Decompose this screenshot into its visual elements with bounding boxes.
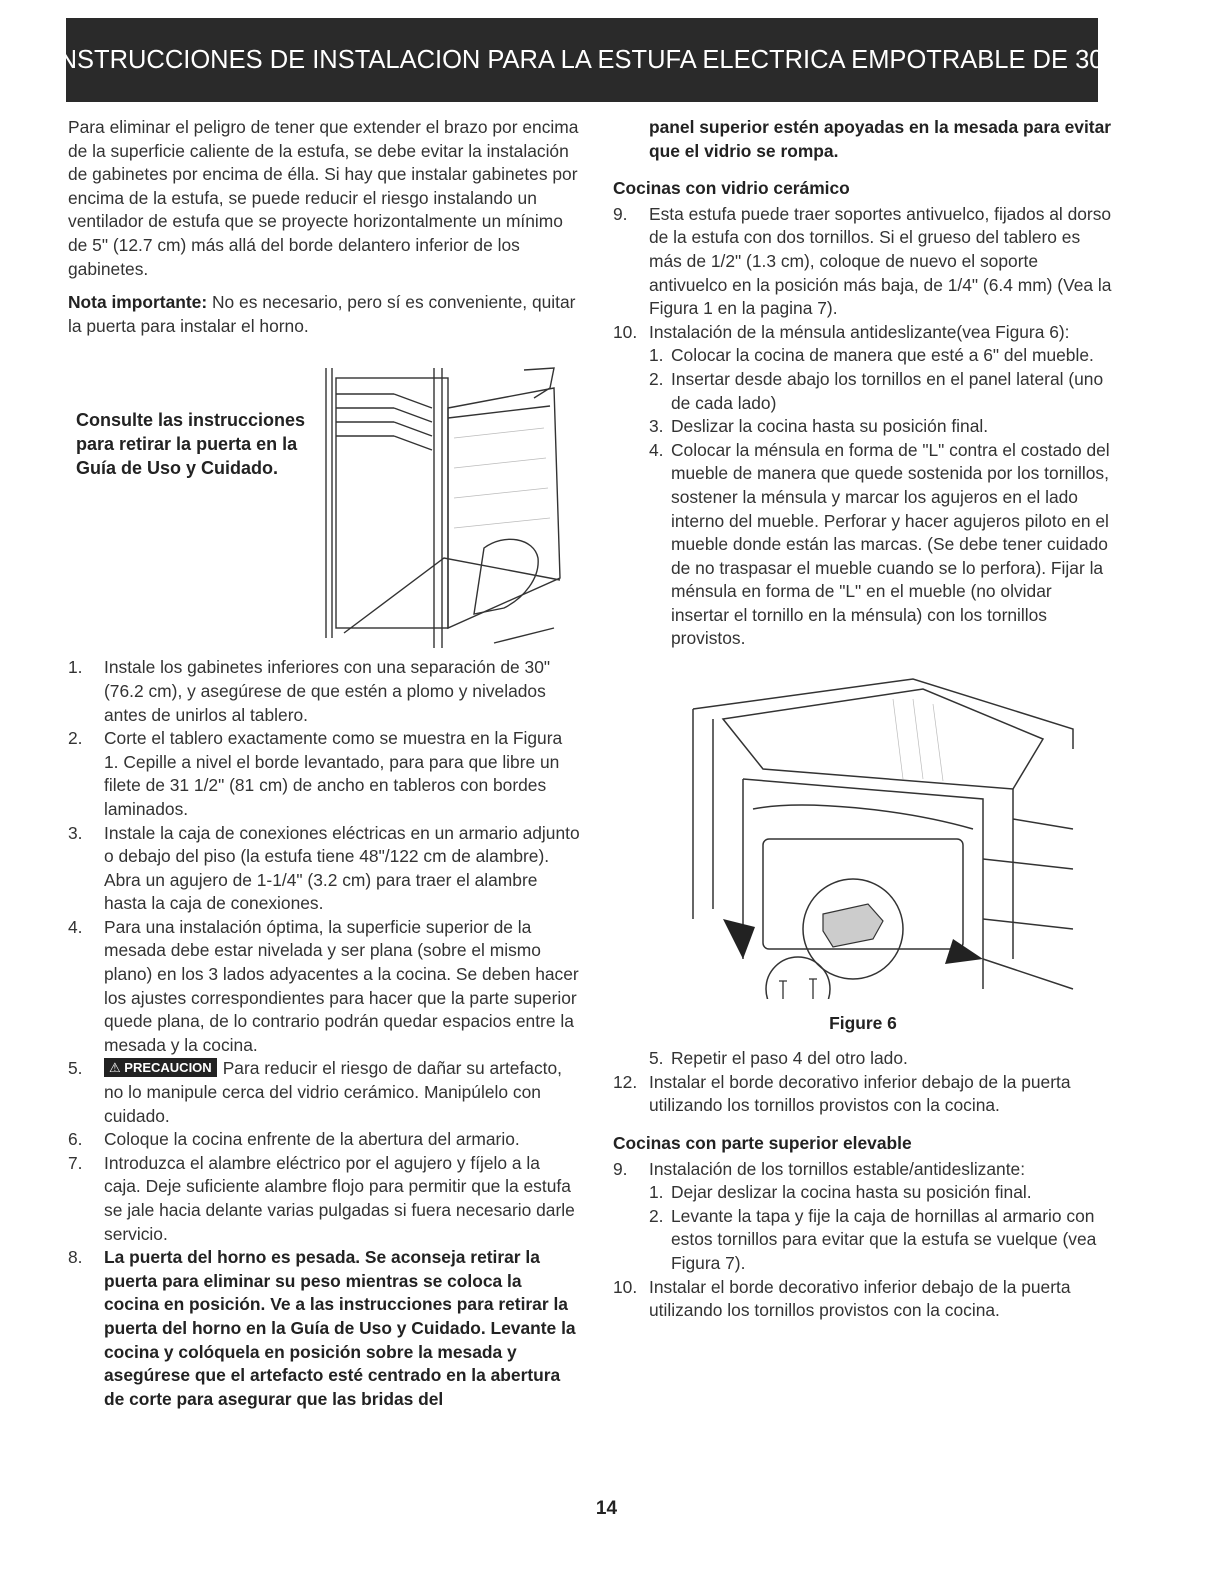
figure-6-caption: Figure 6 <box>829 1012 897 1033</box>
oven-door-illustration <box>324 358 564 654</box>
step-item: 9. Esta estufa puede traer soportes antivuelco, fijados al dorso de la estufa con dos tornillos. Si el grueso del tablero es más de 1/2" (1.3 cm), coloque de nuevo el soporte antivuelco en la posición más baja, de 1/4" (6.4 mm) (Vea la Figura 1 en la pagina 7). <box>613 203 1112 319</box>
step-item: 7. Introduzca el alambre eléctrico por el agujero y fíjelo a la caja. Deje suficiente alambre flojo para permitir que la estufa se jale hacia delante varias pulgadas si fuera necesario darle servicio. <box>68 1152 575 1244</box>
continued-steps-list <box>613 1047 1113 1118</box>
step-item: 10. Instalación de la ménsula antideslizante(vea Figura 6): 1. Colocar la cocina de manera que esté a 6" del mueble. 2. Insertar desde abajo los tornillos en el panel lateral (uno de cada lado) 3. Deslizar la cocina hasta su posición final. 4. Colocar la ménsula en forma de "L" contra el costado del mueble de manera que quede sostenida por los tornillos, sostener la ménsula y marcar los agujeros en el lado interno del mueble. Perforar y hacer agujeros piloto en el mueble donde están las marcas. (Se debe tener cuidado de no traspasar el mueble cuando se lo perfora). Fijar la ménsula en forma de "L" en el mueble (no olvidar insertar el tornillo en la ménsula) con los tornillos provistos. <box>613 321 1113 651</box>
step-item-caution: 5. ⚠ PRECAUCION Para reducir el riesgo de dañar su artefacto, no lo manipule cerca del vidrio cerámico. Manipúlelo con cuidado. <box>68 1058 562 1126</box>
door-figure-caption: Consulte las instrucciones para retirar la puerta en la Guía de Uso y Cuidado. <box>76 410 306 479</box>
right-column <box>613 116 1113 1323</box>
caution-badge: ⚠ PRECAUCION <box>104 1058 217 1077</box>
note-label: Nota importante: <box>68 292 208 313</box>
substep-item: 1. Colocar la cocina de manera que esté a 6" del mueble. <box>649 345 1094 366</box>
raised-substeps-list <box>649 1181 1113 1275</box>
step-item: 4. Para una instalación óptima, la superficie superior de la mesada debe estar nivelada y ser plana (sobre el mismo plano) en los 3 lados adyacentes a la cocina. Se deben hacer los ajustes correspondientes para hacer que la parte superior quede plana, de lo contrario podrán quedar espacios entre la mesada y la cocina. <box>68 916 579 1055</box>
substep-item: 4. Colocar la ménsula en forma de "L" contra el costado del mueble de manera que quede sostenida por los tornillos, sostener la ménsula y marcar los agujeros en el lado interno del mueble. Perforar y hacer agujeros piloto en el mueble donde están las marcas. (Se debe tener cuidado de no traspasar el mueble cuando se lo perfora). Fijar la ménsula en forma de "L" en el mueble (no olvidar insertar el tornillo en la ménsula) con los tornillos provistos. <box>649 439 1110 649</box>
substep-item: 1. Dejar deslizar la cocina hasta su posición final. <box>649 1182 1032 1203</box>
page-title: INSTRUCCIONES DE INSTALACION PARA LA ESTUFA ELECTRICA EMPOTRABLE DE 30" <box>51 45 1113 74</box>
raised-steps-list <box>613 1158 1113 1323</box>
note-text: No es necesario, pero sí es conveniente, quitar la puerta para instalar el horno. <box>68 292 576 336</box>
ceramic-steps-list <box>613 203 1113 651</box>
substep-item: 2. Levante la tapa y fije la caja de hornillas al armario con estos tornillos para evitar que la estufa se vuelque (vea Figura 7). <box>649 1205 1097 1273</box>
step-item: 2. Corte el tablero exactamente como se muestra en la Figura 1. Cepille a nivel el borde levantado, para para que libre un filete de 31 1/2" (81 cm) de ancho en tableros con bordes laminados. <box>68 728 563 819</box>
step-item: 3. Instale la caja de conexiones eléctricas en un armario adjunto o debajo del piso (la estufa tiene 48"/122 cm de alambre). Abra un agujero de 1-1/4" (3.2 cm) para traer el alambre hasta la caja de conexiones. <box>68 822 580 914</box>
step-item: 9. Instalación de los tornillos estable/antideslizante: 1. Dejar deslizar la cocina hasta su posición final. 2. Levante la tapa y fije la caja de hornillas al armario con estos tornillos para evitar que la estufa se vuelque (vea Figura 7). <box>613 1158 1113 1276</box>
continued-bold-text: panel superior estén apoyadas en la mesada para evitar que el vidrio se rompa. <box>649 117 1112 161</box>
step-item: 1. Instale los gabinetes inferiores con una separación de 30" (76.2 cm), y asegúrese de que estén a plomo y nivelados antes de unirlos al tablero. <box>68 657 551 725</box>
step-item: 10. Instalar el borde decorativo inferior debajo de la puerta utilizando los tornillos provistos con la cocina. <box>613 1276 1071 1321</box>
step-item: 12. Instalar el borde decorativo inferior debajo de la puerta utilizando los tornillos provistos con la cocina. <box>613 1071 1071 1116</box>
section-header-raised: Cocinas con parte superior elevable <box>613 1133 912 1154</box>
intro-paragraph: Para eliminar el peligro de tener que extender el brazo por encima de la superficie caliente de la estufa, se debe evitar la instalación de gabinetes por encima de élla. Si hay que instalar gabinetes por encima de la estufa, se puede reducir el riesgo instalando un ventilador de estufa que se proyecte horizontalmente un mínimo de 5" (12.7 cm) más allá del borde delantero inferior de los gabinetes. <box>68 117 579 279</box>
section-header-ceramic: Cocinas con vidrio cerámico <box>613 178 850 199</box>
page-header-banner <box>51 18 1113 102</box>
anti-tip-bracket-illustration <box>683 659 1083 999</box>
door-removal-figure <box>68 358 580 654</box>
substep-item: 2. Insertar desde abajo los tornillos en el panel lateral (uno de cada lado) <box>649 368 1104 413</box>
page-number: 14 <box>595 1498 618 1519</box>
step-item-bold: 8. La puerta del horno es pesada. Se aconseja retirar la puerta para eliminar su peso mientras se coloca la cocina en posición. Ve a las instrucciones para retirar la puerta del horno en la Guía de Uso y Cuidado. Levante la cocina y colóquela en posición sobre la mesada y asegúrese que el artefacto esté centrado en la abertura de corte para asegurar que las bridas del <box>68 1247 576 1409</box>
substeps-list <box>649 344 1113 651</box>
important-note <box>68 291 580 338</box>
left-column <box>68 116 580 1411</box>
substep-item: 5. Repetir el paso 4 del otro lado. <box>649 1048 908 1069</box>
step-item: 6. Coloque la cocina enfrente de la abertura del armario. <box>68 1129 520 1150</box>
installation-steps-list <box>68 656 580 1411</box>
substep-item: 3. Deslizar la cocina hasta su posición final. <box>649 416 989 437</box>
